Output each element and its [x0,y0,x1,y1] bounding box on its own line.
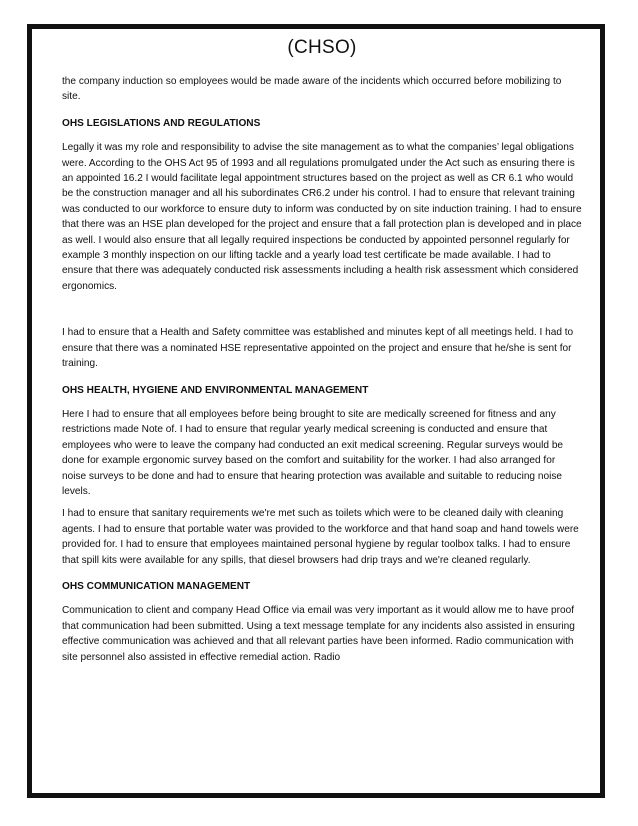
legislations-paragraph-1: Legally it was my role and responsibility to advise the site management as to what the companies’ legal obligations were. According to the OHS Act 95 of 1993 and all regulations promulgated under the Act such as ensuring there is an appointed 16.2 I would facilitate legal appointment structures based on the project as well as CR 6.1 who would be the construction manager and all his subordinates CR6.2 under his control. I had to ensure that relevant training was conducted to our workforce to ensure duty to inform was conducted by on site induction training. I had to ensure that there was an HSE plan developed for the project and ensure that a fall protection plan is developed and in place as well. I would also ensure that all legally required inspections be conducted by appointed personnel regularly for example 3 monthly inspection on our lifting tackle and a yearly load test certificate be made available. I had to ensure that there was adequately conducted risk assessments including a health risk assessment which considered ergonomics. [62,142,582,292]
intro-paragraph: the company induction so employees would be made aware of the incidents which occurred before mobilizing to site. [62,76,562,103]
document-title: (CHSO) [287,37,357,58]
communication-paragraph-1: Communication to client and company Head Office via email was very important as it would allow me to have proof that communication had been submitted. Using a text message template for any incidents also assisted in ensuring effective communication was achieved and that all relevant parties have been informed. Radio communication with site personnel also assisted in effective remedial action. Radio [62,605,575,663]
section-heading-health-hygiene: OHS HEALTH, HYGIENE AND ENVIRONMENTAL MANAGEMENT [62,384,369,396]
health-paragraph-2: I had to ensure that sanitary requirements we're met such as toilets which were to be cleaned daily with cleaning agents. I had to ensure that portable water was provided to the workforce and that hand soap and hand towels were provided for. I had to ensure that employees maintained personal hygiene by regular toolbox talks. I had to ensure that spill kits were available for any spills, that diesel browsers had drip trays and we're cleaned regularly. [62,508,579,566]
paragraph-gap [62,301,582,325]
document-body [62,36,582,672]
health-paragraph-1: Here I had to ensure that all employees before being brought to site are medically screened for fitness and any restrictions made Note of. I had to ensure that regular yearly medical screening is conducted and ensure that employees who were to leave the company had conducted an exit medical screening. Regular surveys would be done for example ergonomic survey based on the comfort and suitability for the worker. I had also arranged for noise surveys to be done and had to ensure that hearing protection was available and suitable to reducing noise levels. [62,408,564,497]
legislations-paragraph-2: I had to ensure that a Health and Safety committee was established and minutes kept of all meetings held. I had to ensure that there was a nominated HSE representative appointed on the project and ensure that he/she is sent for training. [62,327,574,370]
section-heading-communication: OHS COMMUNICATION MANAGEMENT [62,580,251,592]
section-heading-legislations: OHS LEGISLATIONS AND REGULATIONS [62,117,261,129]
